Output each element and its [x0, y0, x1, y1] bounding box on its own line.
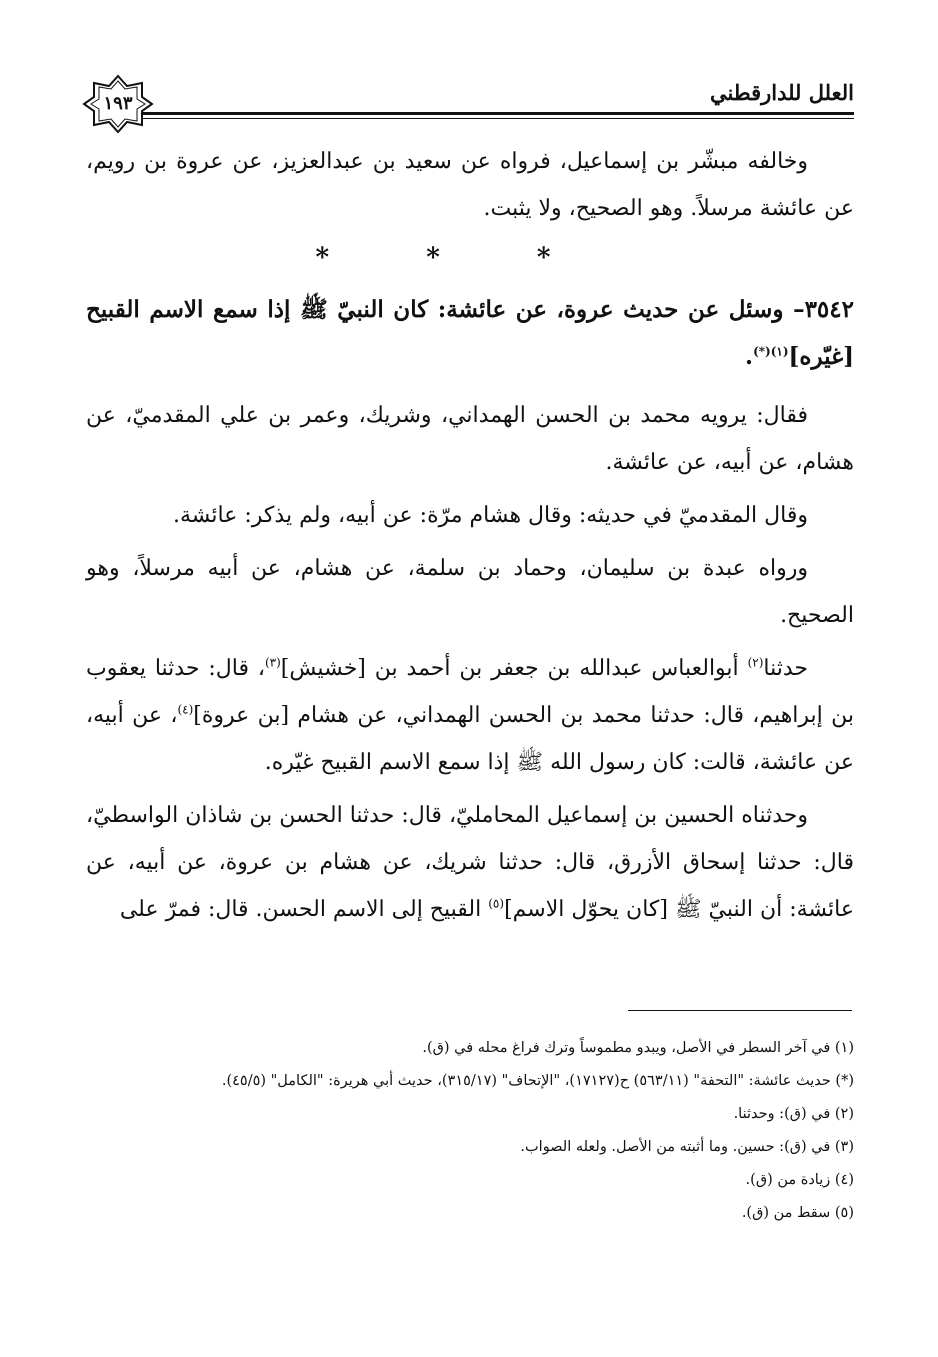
heading-end: . — [745, 343, 754, 370]
page-number: ١٩٣ — [103, 93, 133, 114]
footnote: (٣) في (ق): حسين. وما أثبته من الأصل. ولعله الصواب. — [520, 1139, 854, 1155]
page-header — [82, 62, 854, 132]
text-run: أبوالعباس عبدالله بن جعفر بن أحمد بن [خشيش] — [280, 656, 748, 681]
section-separator: * * * — [315, 243, 595, 273]
footnote-marker: (٥) — [488, 896, 505, 911]
text-run: ، قال: حدثنا يعقوب بن إبراهيم، قال: حدثنا محمد بن الحسن الهمداني، عن هشام [بن عروة] — [86, 656, 854, 728]
paragraph: فقال: يرويه محمد بن الحسن الهمداني، وشريك، وعمر بن علي المقدميّ، عن هشام، عن أبيه، عن عائشة. — [86, 403, 854, 475]
heading-text: ٣٥٤٢– وسئل عن حديث عروة، عن عائشة: كان النبيّ ﷺ إذا سمع الاسم القبيح [غيّره] — [86, 296, 854, 370]
footnote: (٥) سقط من (ق). — [741, 1205, 854, 1221]
paragraph-continuation: وخالفه مبشّر بن إسماعيل، فرواه عن سعيد بن عبدالعزيز، عن عروة بن رويم، عن عائشة مرسلاً. وهو الصحيح، ولا يثبت. — [86, 149, 854, 221]
main-text — [86, 138, 854, 939]
footnote-marker: (١)(*) — [753, 344, 789, 359]
paragraph: ورواه عبدة بن سليمان، وحماد بن سلمة، عن هشام، عن أبيه مرسلاً، وهو الصحيح. — [86, 556, 854, 628]
text-run: القبيح إلى الاسم الحسن. قال: فمرّ على — [119, 897, 489, 922]
footnote: (٤) زيادة من (ق). — [745, 1172, 854, 1188]
text-run: حدثنا — [763, 656, 809, 681]
paragraph-isnad — [86, 792, 854, 933]
text-run: ، عن أبيه، عن عائشة، قالت: كان رسول الله ﷺ إذا سمع الاسم القبيح غيّره. — [86, 703, 854, 775]
book-title: العلل للدارقطني — [710, 80, 854, 105]
footnote: (٢) في (ق): وحدثنا. — [733, 1106, 854, 1122]
footnote: (١) في آخر السطر في الأصل، ويبدو مطموساً وترك فراغ محله في (ق). — [422, 1040, 854, 1056]
footnote-marker: (٢) — [747, 655, 764, 670]
paragraph-isnad — [86, 645, 854, 786]
footnote-marker: (٣) — [264, 655, 281, 670]
text-run: وحدثناه الحسين بن إسماعيل المحامليّ، قال: حدثنا الحسن بن شاذان الواسطيّ، قال: حدثنا إسحاق الأزرق، قال: حدثنا شريك، عن هشام بن عروة، عن أبيه، عن عائشة: أن النبيّ ﷺ [كان يحوّل الاسم] — [86, 803, 854, 922]
footnote-marker: (٤) — [177, 702, 194, 717]
entry-heading — [86, 286, 854, 380]
footnote: (*) حديث عائشة: "التحفة" (٥٦٣/١١) ح(١٧١٢٧)، "الإتحاف" (٣١٥/١٧)، حديث أبي هريرة: "الكامل" (٤٥/٥). — [221, 1073, 854, 1089]
paragraph: وقال المقدميّ في حديثه: وقال هشام مرّة: عن أبيه، ولم يذكر: عائشة. — [173, 503, 808, 528]
footnote-rule — [628, 1010, 852, 1011]
footnotes — [86, 1032, 854, 1230]
header-rule — [142, 112, 854, 119]
page-number-badge — [82, 74, 154, 134]
